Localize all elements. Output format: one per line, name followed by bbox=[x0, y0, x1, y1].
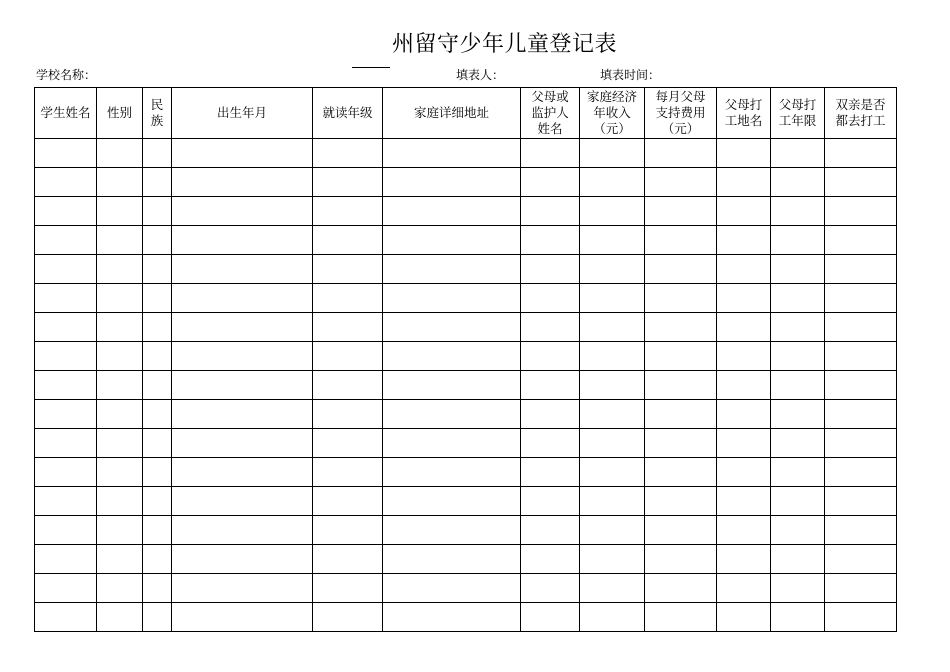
cell-student-name[interactable] bbox=[35, 284, 97, 313]
cell-ethnicity[interactable] bbox=[143, 342, 172, 371]
cell-home-address[interactable] bbox=[383, 168, 521, 197]
header-grade bbox=[313, 88, 383, 139]
school-name-label: 学校名称： bbox=[36, 68, 97, 82]
filler-label: 填表人： bbox=[456, 68, 505, 82]
table-row bbox=[35, 545, 897, 574]
cell-home-address[interactable] bbox=[383, 197, 521, 226]
cell-work-years[interactable] bbox=[771, 226, 825, 255]
cell-both-parents-working[interactable] bbox=[825, 371, 897, 400]
cell-guardian-name[interactable] bbox=[521, 168, 580, 197]
header-work-location-text: 父母打工地名 bbox=[724, 97, 763, 128]
cell-gender[interactable] bbox=[97, 255, 143, 284]
cell-student-name[interactable] bbox=[35, 342, 97, 371]
header-work-years-text: 父母打工年限 bbox=[778, 97, 817, 128]
cell-home-address[interactable] bbox=[383, 574, 521, 603]
cell-monthly-support[interactable] bbox=[645, 226, 717, 255]
cell-gender[interactable] bbox=[97, 168, 143, 197]
table-row bbox=[35, 429, 897, 458]
header-work-years bbox=[771, 88, 825, 139]
cell-grade[interactable] bbox=[313, 255, 383, 284]
cell-grade[interactable] bbox=[313, 197, 383, 226]
cell-grade[interactable] bbox=[313, 487, 383, 516]
table-row bbox=[35, 313, 897, 342]
cell-work-years[interactable] bbox=[771, 168, 825, 197]
cell-home-address[interactable] bbox=[383, 458, 521, 487]
cell-both-parents-working[interactable] bbox=[825, 168, 897, 197]
cell-home-address[interactable] bbox=[383, 284, 521, 313]
cell-annual-income[interactable] bbox=[580, 458, 645, 487]
cell-both-parents-working[interactable] bbox=[825, 255, 897, 284]
cell-gender[interactable] bbox=[97, 371, 143, 400]
cell-home-address[interactable] bbox=[383, 545, 521, 574]
cell-guardian-name[interactable] bbox=[521, 603, 580, 632]
cell-annual-income[interactable] bbox=[580, 197, 645, 226]
cell-guardian-name[interactable] bbox=[521, 284, 580, 313]
cell-monthly-support[interactable] bbox=[645, 603, 717, 632]
cell-both-parents-working[interactable] bbox=[825, 487, 897, 516]
cell-ethnicity[interactable] bbox=[143, 197, 172, 226]
cell-annual-income[interactable] bbox=[580, 516, 645, 545]
header-gender bbox=[97, 88, 143, 139]
cell-work-years[interactable] bbox=[771, 313, 825, 342]
cell-ethnicity[interactable] bbox=[143, 371, 172, 400]
cell-gender[interactable] bbox=[97, 574, 143, 603]
cell-guardian-name[interactable] bbox=[521, 574, 580, 603]
table-row bbox=[35, 226, 897, 255]
cell-annual-income[interactable] bbox=[580, 226, 645, 255]
cell-work-years[interactable] bbox=[771, 487, 825, 516]
cell-both-parents-working[interactable] bbox=[825, 545, 897, 574]
cell-annual-income[interactable] bbox=[580, 139, 645, 168]
cell-work-location[interactable] bbox=[717, 226, 771, 255]
cell-birth-date[interactable] bbox=[172, 226, 313, 255]
cell-guardian-name[interactable] bbox=[521, 458, 580, 487]
cell-work-years[interactable] bbox=[771, 603, 825, 632]
cell-grade[interactable] bbox=[313, 458, 383, 487]
cell-ethnicity[interactable] bbox=[143, 139, 172, 168]
cell-student-name[interactable] bbox=[35, 139, 97, 168]
cell-student-name[interactable] bbox=[35, 458, 97, 487]
table-row bbox=[35, 284, 897, 313]
cell-work-years[interactable] bbox=[771, 255, 825, 284]
cell-monthly-support[interactable] bbox=[645, 197, 717, 226]
cell-both-parents-working[interactable] bbox=[825, 313, 897, 342]
table-row bbox=[35, 139, 897, 168]
cell-student-name[interactable] bbox=[35, 371, 97, 400]
cell-work-years[interactable] bbox=[771, 400, 825, 429]
cell-monthly-support[interactable] bbox=[645, 516, 717, 545]
cell-gender[interactable] bbox=[97, 342, 143, 371]
cell-student-name[interactable] bbox=[35, 574, 97, 603]
table-row bbox=[35, 342, 897, 371]
cell-home-address[interactable] bbox=[383, 139, 521, 168]
header-annual-income-text: 家庭经济年收入（元） bbox=[586, 89, 637, 136]
header-home-address-text: 家庭详细地址 bbox=[413, 105, 489, 120]
cell-work-years[interactable] bbox=[771, 574, 825, 603]
cell-monthly-support[interactable] bbox=[645, 168, 717, 197]
cell-monthly-support[interactable] bbox=[645, 139, 717, 168]
table-row bbox=[35, 603, 897, 632]
cell-gender[interactable] bbox=[97, 139, 143, 168]
header-student-name bbox=[35, 88, 97, 139]
cell-work-location[interactable] bbox=[717, 313, 771, 342]
cell-work-location[interactable] bbox=[717, 545, 771, 574]
cell-ethnicity[interactable] bbox=[143, 226, 172, 255]
cell-student-name[interactable] bbox=[35, 168, 97, 197]
header-birth-date bbox=[172, 88, 313, 139]
table-row bbox=[35, 487, 897, 516]
cell-grade[interactable] bbox=[313, 342, 383, 371]
cell-home-address[interactable] bbox=[383, 226, 521, 255]
cell-home-address[interactable] bbox=[383, 429, 521, 458]
cell-birth-date[interactable] bbox=[172, 371, 313, 400]
header-monthly-support bbox=[645, 88, 717, 139]
cell-both-parents-working[interactable] bbox=[825, 400, 897, 429]
cell-student-name[interactable] bbox=[35, 197, 97, 226]
cell-work-location[interactable] bbox=[717, 400, 771, 429]
cell-both-parents-working[interactable] bbox=[825, 226, 897, 255]
cell-guardian-name[interactable] bbox=[521, 226, 580, 255]
cell-gender[interactable] bbox=[97, 429, 143, 458]
cell-student-name[interactable] bbox=[35, 400, 97, 429]
cell-home-address[interactable] bbox=[383, 255, 521, 284]
cell-birth-date[interactable] bbox=[172, 168, 313, 197]
cell-work-location[interactable] bbox=[717, 487, 771, 516]
cell-birth-date[interactable] bbox=[172, 487, 313, 516]
cell-monthly-support[interactable] bbox=[645, 545, 717, 574]
cell-gender[interactable] bbox=[97, 458, 143, 487]
cell-student-name[interactable] bbox=[35, 313, 97, 342]
cell-gender[interactable] bbox=[97, 516, 143, 545]
cell-annual-income[interactable] bbox=[580, 545, 645, 574]
header-ethnicity-text: 民族 bbox=[150, 97, 164, 128]
cell-guardian-name[interactable] bbox=[521, 429, 580, 458]
cell-guardian-name[interactable] bbox=[521, 516, 580, 545]
cell-birth-date[interactable] bbox=[172, 313, 313, 342]
cell-work-location[interactable] bbox=[717, 197, 771, 226]
header-birth-date-text: 出生年月 bbox=[216, 105, 267, 120]
cell-student-name[interactable] bbox=[35, 516, 97, 545]
cell-ethnicity[interactable] bbox=[143, 545, 172, 574]
cell-monthly-support[interactable] bbox=[645, 284, 717, 313]
cell-birth-date[interactable] bbox=[172, 545, 313, 574]
cell-ethnicity[interactable] bbox=[143, 429, 172, 458]
cell-home-address[interactable] bbox=[383, 603, 521, 632]
cell-annual-income[interactable] bbox=[580, 400, 645, 429]
cell-annual-income[interactable] bbox=[580, 429, 645, 458]
cell-annual-income[interactable] bbox=[580, 574, 645, 603]
cell-gender[interactable] bbox=[97, 603, 143, 632]
cell-ethnicity[interactable] bbox=[143, 574, 172, 603]
cell-monthly-support[interactable] bbox=[645, 574, 717, 603]
table-row bbox=[35, 255, 897, 284]
cell-gender[interactable] bbox=[97, 313, 143, 342]
cell-birth-date[interactable] bbox=[172, 516, 313, 545]
cell-work-years[interactable] bbox=[771, 545, 825, 574]
cell-monthly-support[interactable] bbox=[645, 400, 717, 429]
cell-work-location[interactable] bbox=[717, 139, 771, 168]
cell-annual-income[interactable] bbox=[580, 603, 645, 632]
table-body bbox=[35, 139, 897, 632]
header-monthly-support-text: 每月父母支持费用（元） bbox=[655, 89, 706, 136]
cell-student-name[interactable] bbox=[35, 603, 97, 632]
fill-time-label: 填表时间： bbox=[600, 68, 661, 82]
table-row bbox=[35, 400, 897, 429]
cell-annual-income[interactable] bbox=[580, 168, 645, 197]
cell-annual-income[interactable] bbox=[580, 342, 645, 371]
cell-birth-date[interactable] bbox=[172, 429, 313, 458]
cell-gender[interactable] bbox=[97, 197, 143, 226]
cell-work-years[interactable] bbox=[771, 342, 825, 371]
cell-work-location[interactable] bbox=[717, 458, 771, 487]
cell-ethnicity[interactable] bbox=[143, 168, 172, 197]
cell-work-years[interactable] bbox=[771, 429, 825, 458]
cell-birth-date[interactable] bbox=[172, 284, 313, 313]
cell-gender[interactable] bbox=[97, 400, 143, 429]
form-title-area bbox=[352, 22, 617, 62]
cell-annual-income[interactable] bbox=[580, 284, 645, 313]
cell-both-parents-working[interactable] bbox=[825, 603, 897, 632]
cell-work-location[interactable] bbox=[717, 255, 771, 284]
cell-grade[interactable] bbox=[313, 313, 383, 342]
cell-work-location[interactable] bbox=[717, 574, 771, 603]
cell-birth-date[interactable] bbox=[172, 603, 313, 632]
cell-grade[interactable] bbox=[313, 545, 383, 574]
cell-home-address[interactable] bbox=[383, 487, 521, 516]
cell-grade[interactable] bbox=[313, 226, 383, 255]
cell-birth-date[interactable] bbox=[172, 574, 313, 603]
cell-ethnicity[interactable] bbox=[143, 255, 172, 284]
cell-home-address[interactable] bbox=[383, 516, 521, 545]
cell-monthly-support[interactable] bbox=[645, 458, 717, 487]
cell-birth-date[interactable] bbox=[172, 139, 313, 168]
cell-student-name[interactable] bbox=[35, 487, 97, 516]
cell-gender[interactable] bbox=[97, 284, 143, 313]
cell-student-name[interactable] bbox=[35, 255, 97, 284]
cell-monthly-support[interactable] bbox=[645, 371, 717, 400]
header-both-parents-working bbox=[825, 88, 897, 139]
cell-work-location[interactable] bbox=[717, 371, 771, 400]
cell-birth-date[interactable] bbox=[172, 255, 313, 284]
cell-annual-income[interactable] bbox=[580, 255, 645, 284]
cell-work-years[interactable] bbox=[771, 284, 825, 313]
header-annual-income bbox=[580, 88, 645, 139]
cell-grade[interactable] bbox=[313, 139, 383, 168]
cell-both-parents-working[interactable] bbox=[825, 458, 897, 487]
cell-home-address[interactable] bbox=[383, 313, 521, 342]
cell-grade[interactable] bbox=[313, 516, 383, 545]
cell-guardian-name[interactable] bbox=[521, 197, 580, 226]
cell-ethnicity[interactable] bbox=[143, 487, 172, 516]
table-header-row bbox=[35, 88, 897, 139]
cell-grade[interactable] bbox=[313, 284, 383, 313]
cell-birth-date[interactable] bbox=[172, 197, 313, 226]
cell-grade[interactable] bbox=[313, 400, 383, 429]
cell-guardian-name[interactable] bbox=[521, 487, 580, 516]
form-title: 州留守少年儿童登记表 bbox=[392, 31, 618, 57]
header-home-address bbox=[383, 88, 521, 139]
cell-both-parents-working[interactable] bbox=[825, 284, 897, 313]
cell-grade[interactable] bbox=[313, 429, 383, 458]
header-both-parents-working-text: 双亲是否都去打工 bbox=[835, 97, 886, 128]
cell-guardian-name[interactable] bbox=[521, 139, 580, 168]
cell-ethnicity[interactable] bbox=[143, 458, 172, 487]
cell-monthly-support[interactable] bbox=[645, 255, 717, 284]
cell-ethnicity[interactable] bbox=[143, 400, 172, 429]
cell-guardian-name[interactable] bbox=[521, 313, 580, 342]
cell-grade[interactable] bbox=[313, 371, 383, 400]
cell-ethnicity[interactable] bbox=[143, 603, 172, 632]
cell-home-address[interactable] bbox=[383, 342, 521, 371]
table-row bbox=[35, 197, 897, 226]
header-gender-text: 性别 bbox=[106, 105, 132, 120]
cell-work-location[interactable] bbox=[717, 284, 771, 313]
cell-grade[interactable] bbox=[313, 574, 383, 603]
header-student-name-text: 学生姓名 bbox=[40, 105, 91, 120]
cell-ethnicity[interactable] bbox=[143, 516, 172, 545]
table-row bbox=[35, 371, 897, 400]
header-guardian-name-text: 父母或监护人姓名 bbox=[531, 89, 569, 136]
header-guardian-name bbox=[521, 88, 580, 139]
cell-both-parents-working[interactable] bbox=[825, 197, 897, 226]
table-row bbox=[35, 458, 897, 487]
cell-student-name[interactable] bbox=[35, 226, 97, 255]
cell-monthly-support[interactable] bbox=[645, 313, 717, 342]
cell-birth-date[interactable] bbox=[172, 458, 313, 487]
cell-guardian-name[interactable] bbox=[521, 342, 580, 371]
title-prefix-blank[interactable] bbox=[352, 37, 390, 68]
cell-gender[interactable] bbox=[97, 545, 143, 574]
cell-annual-income[interactable] bbox=[580, 487, 645, 516]
registration-table bbox=[34, 87, 897, 632]
cell-work-years[interactable] bbox=[771, 197, 825, 226]
cell-student-name[interactable] bbox=[35, 545, 97, 574]
cell-both-parents-working[interactable] bbox=[825, 429, 897, 458]
cell-guardian-name[interactable] bbox=[521, 545, 580, 574]
cell-work-years[interactable] bbox=[771, 516, 825, 545]
cell-home-address[interactable] bbox=[383, 400, 521, 429]
cell-monthly-support[interactable] bbox=[645, 342, 717, 371]
cell-both-parents-working[interactable] bbox=[825, 574, 897, 603]
cell-ethnicity[interactable] bbox=[143, 284, 172, 313]
cell-birth-date[interactable] bbox=[172, 400, 313, 429]
cell-birth-date[interactable] bbox=[172, 342, 313, 371]
cell-ethnicity[interactable] bbox=[143, 313, 172, 342]
header-ethnicity bbox=[143, 88, 172, 139]
cell-both-parents-working[interactable] bbox=[825, 516, 897, 545]
cell-grade[interactable] bbox=[313, 603, 383, 632]
cell-work-location[interactable] bbox=[717, 168, 771, 197]
cell-work-years[interactable] bbox=[771, 139, 825, 168]
cell-home-address[interactable] bbox=[383, 371, 521, 400]
cell-grade[interactable] bbox=[313, 168, 383, 197]
cell-monthly-support[interactable] bbox=[645, 429, 717, 458]
cell-work-location[interactable] bbox=[717, 429, 771, 458]
header-grade-text: 就读年级 bbox=[322, 105, 373, 120]
cell-work-location[interactable] bbox=[717, 342, 771, 371]
cell-gender[interactable] bbox=[97, 226, 143, 255]
cell-annual-income[interactable] bbox=[580, 313, 645, 342]
cell-guardian-name[interactable] bbox=[521, 400, 580, 429]
cell-guardian-name[interactable] bbox=[521, 255, 580, 284]
cell-work-years[interactable] bbox=[771, 458, 825, 487]
table-row bbox=[35, 168, 897, 197]
cell-both-parents-working[interactable] bbox=[825, 342, 897, 371]
table-row bbox=[35, 516, 897, 545]
cell-both-parents-working[interactable] bbox=[825, 139, 897, 168]
cell-student-name[interactable] bbox=[35, 429, 97, 458]
cell-work-location[interactable] bbox=[717, 603, 771, 632]
cell-annual-income[interactable] bbox=[580, 371, 645, 400]
cell-guardian-name[interactable] bbox=[521, 371, 580, 400]
cell-gender[interactable] bbox=[97, 487, 143, 516]
table-row bbox=[35, 574, 897, 603]
cell-work-location[interactable] bbox=[717, 516, 771, 545]
cell-monthly-support[interactable] bbox=[645, 487, 717, 516]
cell-work-years[interactable] bbox=[771, 371, 825, 400]
header-work-location bbox=[717, 88, 771, 139]
